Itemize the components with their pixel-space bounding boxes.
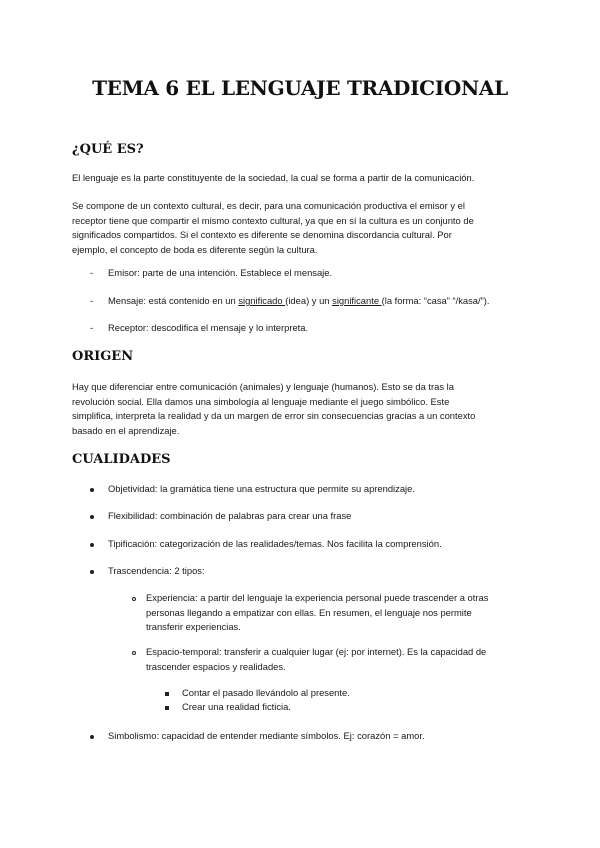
bullet-dot (90, 488, 94, 492)
paragraph-line: Hay que diferenciar entre comunicación (animales) y lenguaje (humanos). Esto se da tras la (72, 381, 454, 392)
bullet-dot (90, 735, 94, 739)
bullet-ring (132, 651, 136, 655)
term-significante: significante (332, 295, 382, 306)
paragraph-contexto (72, 199, 552, 257)
mensaje-text: (idea) y un (285, 295, 333, 306)
sublist-item-experiencia (146, 591, 546, 635)
page-title: TEMA 6 EL LENGUAJE TRADICIONAL (92, 76, 508, 100)
heading-cualidades: CUALIDADES (72, 452, 171, 467)
list-item-tipificacion: Tipificación: categorización de las realidades/temas. Nos facilita la comprensión. (108, 538, 442, 549)
bullet-dot (90, 515, 94, 519)
mensaje-text: Mensaje: está contenido en un (108, 295, 239, 306)
paragraph-line: ejemplo, el concepto de boda es diferente según la cultura. (72, 243, 318, 255)
subsublist-item-pasado: Contar el pasado llevándolo al presente. (182, 687, 350, 698)
bullet-dot (90, 543, 94, 547)
paragraph-line: revolución social. Ella damos una simbología al lenguaje mediante el juego simbólico. Este (72, 395, 450, 407)
list-item-flexibilidad: Flexibilidad: combinación de palabras para crear una frase (108, 510, 352, 521)
term-significado: significado (238, 295, 286, 306)
list-dash: - (90, 322, 94, 333)
heading-que-es: ¿QUÉ ES? (72, 142, 144, 157)
paragraph-origen (72, 380, 552, 438)
subsublist-item-ficticia: Crear una realidad ficticia. (182, 701, 291, 712)
subitem-line: personas llegando a empatizar con ellas. En resumen, el lenguaje nos permite (146, 606, 472, 618)
bullet-dot (90, 570, 94, 574)
bullet-ring (132, 597, 136, 601)
list-item-trascendencia: Trascendencia: 2 tipos: (108, 565, 205, 576)
mensaje-text: (la forma: “casa” “/kasa/”). (381, 295, 490, 306)
list-item-objetividad: Objetividad: la gramática tiene una estructura que permite su aprendizaje. (108, 483, 415, 494)
paragraph-line: receptor tiene que compartir el mismo contexto cultural, ya que en sí la cultura es un conjunto de (72, 214, 474, 226)
subitem-line: Espacio-temporal: transferir a cualquier lugar (ej: por internet). Es la capacidad de (146, 646, 487, 657)
paragraph-line: basado en el aprendizaje. (72, 424, 180, 436)
heading-origen: ORIGEN (72, 349, 134, 364)
bullet-square (165, 692, 169, 696)
paragraph-line: significados compartidos. Si el contexto es diferente se denomina discordancia cultural. Por (72, 229, 452, 240)
list-dash: - (90, 295, 94, 306)
subitem-line: transferir experiencias. (146, 621, 241, 632)
list-item-emisor: Emisor: parte de una intención. Establece el mensaje. (108, 267, 333, 278)
list-dash: - (90, 267, 94, 278)
list-item-simbolismo: Simbolismo: capacidad de entender mediante símbolos. Ej: corazón = amor. (108, 730, 425, 741)
list-item-receptor: Receptor: descodifica el mensaje y lo interpreta. (108, 322, 309, 333)
sublist-item-espacio-temporal (146, 645, 546, 674)
subitem-line: Experiencia: a partir del lenguaje la experiencia personal puede trascender a otras (146, 592, 489, 603)
paragraph-line: simplifica, interpreta la realidad y da un margen de error sin consecuencias gracias a un contexto (72, 410, 476, 421)
bullet-square (165, 706, 169, 710)
list-item-mensaje (108, 294, 489, 309)
paragraph-intro: El lenguaje es la parte constituyente de la sociedad, la cual se forma a partir de la comunicación. (72, 172, 475, 183)
paragraph-line: Se compone de un contexto cultural, es decir, para una comunicación productiva el emisor y el (72, 200, 465, 211)
subitem-line: trascender espacios y realidades. (146, 660, 286, 672)
